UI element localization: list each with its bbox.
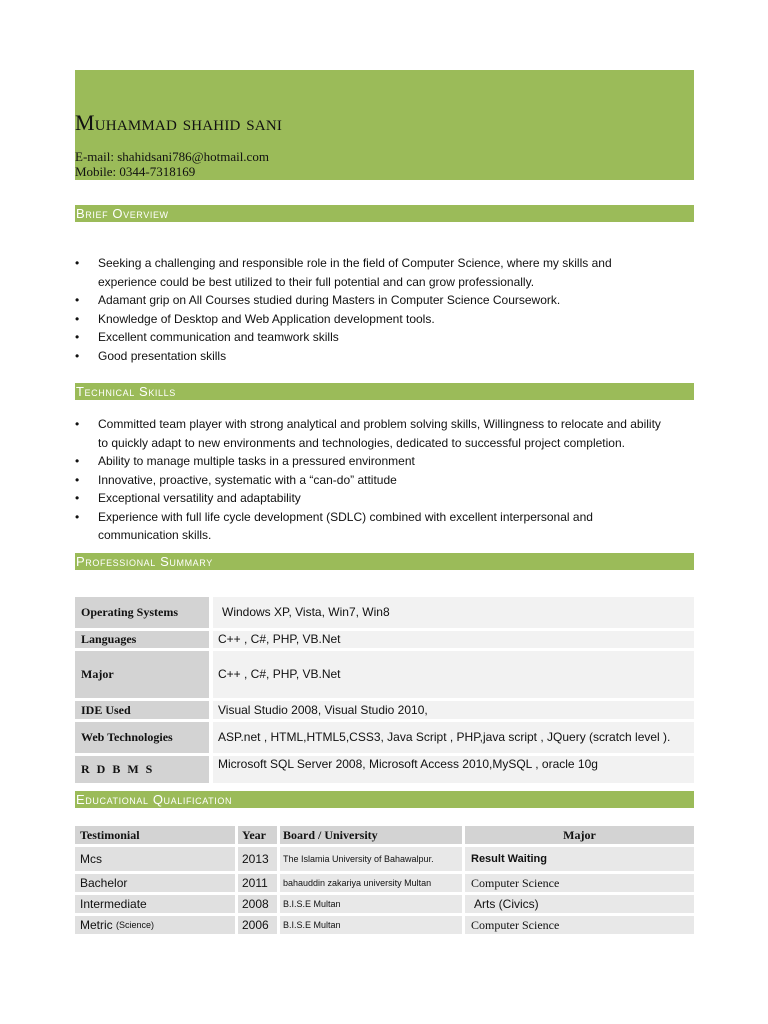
row-label: R D B M S <box>75 756 209 783</box>
list-item: • Exceptional versatility and adaptability <box>75 489 694 508</box>
cell-major: Result Waiting <box>465 847 694 871</box>
table-row <box>75 874 694 892</box>
list-item: • Adamant grip on All Courses studied during Masters in Computer Science Coursework. <box>75 291 694 310</box>
mobile-line: Mobile: 0344-7318169 <box>75 164 196 179</box>
header-board: Board / University <box>280 826 462 844</box>
cell-major: Arts (Civics) <box>465 895 694 913</box>
table-row <box>75 895 694 913</box>
table-header-row <box>75 826 694 844</box>
cell-testimonial: Intermediate <box>75 895 235 913</box>
list-item: • Innovative, proactive, systematic with a “can-do” attitude <box>75 471 694 490</box>
cell-testimonial: Bachelor <box>75 874 235 892</box>
list-item: • Knowledge of Desktop and Web Application development tools. <box>75 310 694 329</box>
header-banner <box>75 70 694 180</box>
table-row <box>75 916 694 934</box>
cell-major: Computer Science <box>465 916 694 934</box>
table-row <box>75 847 694 871</box>
row-value: C++ , C#, PHP, VB.Net <box>213 651 694 698</box>
table-row <box>75 631 694 648</box>
row-label: Web Technologies <box>75 722 209 753</box>
testimonial-text: Metric <box>80 918 113 932</box>
row-value: Windows XP, Vista, Win7, Win8 <box>213 597 694 628</box>
row-value: C++ , C#, PHP, VB.Net <box>213 631 694 648</box>
table-row <box>75 597 694 628</box>
candidate-name: Muhammad shahid sani <box>75 110 283 135</box>
list-item: • Excellent communication and teamwork skills <box>75 328 694 347</box>
cell-board: bahauddin zakariya university Multan <box>280 874 462 892</box>
cell-year: 2011 <box>238 874 277 892</box>
header-testimonial: Testimonial <box>75 826 235 844</box>
table-row <box>75 701 694 719</box>
list-item: • Seeking a challenging and responsible role in the field of Computer Science, where my skills and experience could be best utilized to their full potential and can grow professionally. <box>75 254 694 291</box>
brief-overview-list <box>75 254 694 365</box>
cell-year: 2006 <box>238 916 277 934</box>
cell-testimonial <box>75 916 235 934</box>
row-label: Operating Systems <box>75 597 209 628</box>
section-title-professional-summary: Professional Summary <box>75 553 694 570</box>
table-row <box>75 722 694 753</box>
section-title-technical-skills: Technical Skills <box>75 383 694 400</box>
email-line: E-mail: shahidsani786@hotmail.com <box>75 149 269 164</box>
table-row <box>75 756 694 783</box>
testimonial-note: (Science) <box>116 920 155 930</box>
cell-year: 2013 <box>238 847 277 871</box>
cell-testimonial: Mcs <box>75 847 235 871</box>
list-item: • Good presentation skills <box>75 347 694 366</box>
section-title-educational-qualification: Educational Qualification <box>75 791 694 808</box>
cell-board: B.I.S.E Multan <box>280 895 462 913</box>
row-value: ASP.net , HTML,HTML5,CSS3, Java Script , PHP,java script , JQuery (scratch level ). <box>213 722 694 753</box>
education-table <box>75 826 694 937</box>
professional-summary-table <box>75 597 694 786</box>
list-item: • Committed team player with strong analytical and problem solving skills, Willingness to relocate and ability to quickly adapt to new environments and technologies, dedicated to successful project completion. <box>75 415 694 452</box>
cell-board: B.I.S.E Multan <box>280 916 462 934</box>
row-value: Microsoft SQL Server 2008, Microsoft Access 2010,MySQL , oracle 10g <box>213 756 694 783</box>
row-label: Major <box>75 651 209 698</box>
row-value: Visual Studio 2008, Visual Studio 2010, <box>213 701 694 719</box>
cell-year: 2008 <box>238 895 277 913</box>
cell-board: The Islamia University of Bahawalpur. <box>280 847 462 871</box>
technical-skills-list <box>75 415 694 545</box>
table-row <box>75 651 694 698</box>
header-year: Year <box>238 826 277 844</box>
row-label: IDE Used <box>75 701 209 719</box>
section-title-brief-overview: Brief Overview <box>75 205 694 222</box>
list-item: • Experience with full life cycle development (SDLC) combined with excellent interpersonal and communication skills. <box>75 508 694 545</box>
cell-major: Computer Science <box>465 874 694 892</box>
header-major: Major <box>465 826 694 844</box>
list-item: • Ability to manage multiple tasks in a pressured environment <box>75 452 694 471</box>
row-label: Languages <box>75 631 209 648</box>
